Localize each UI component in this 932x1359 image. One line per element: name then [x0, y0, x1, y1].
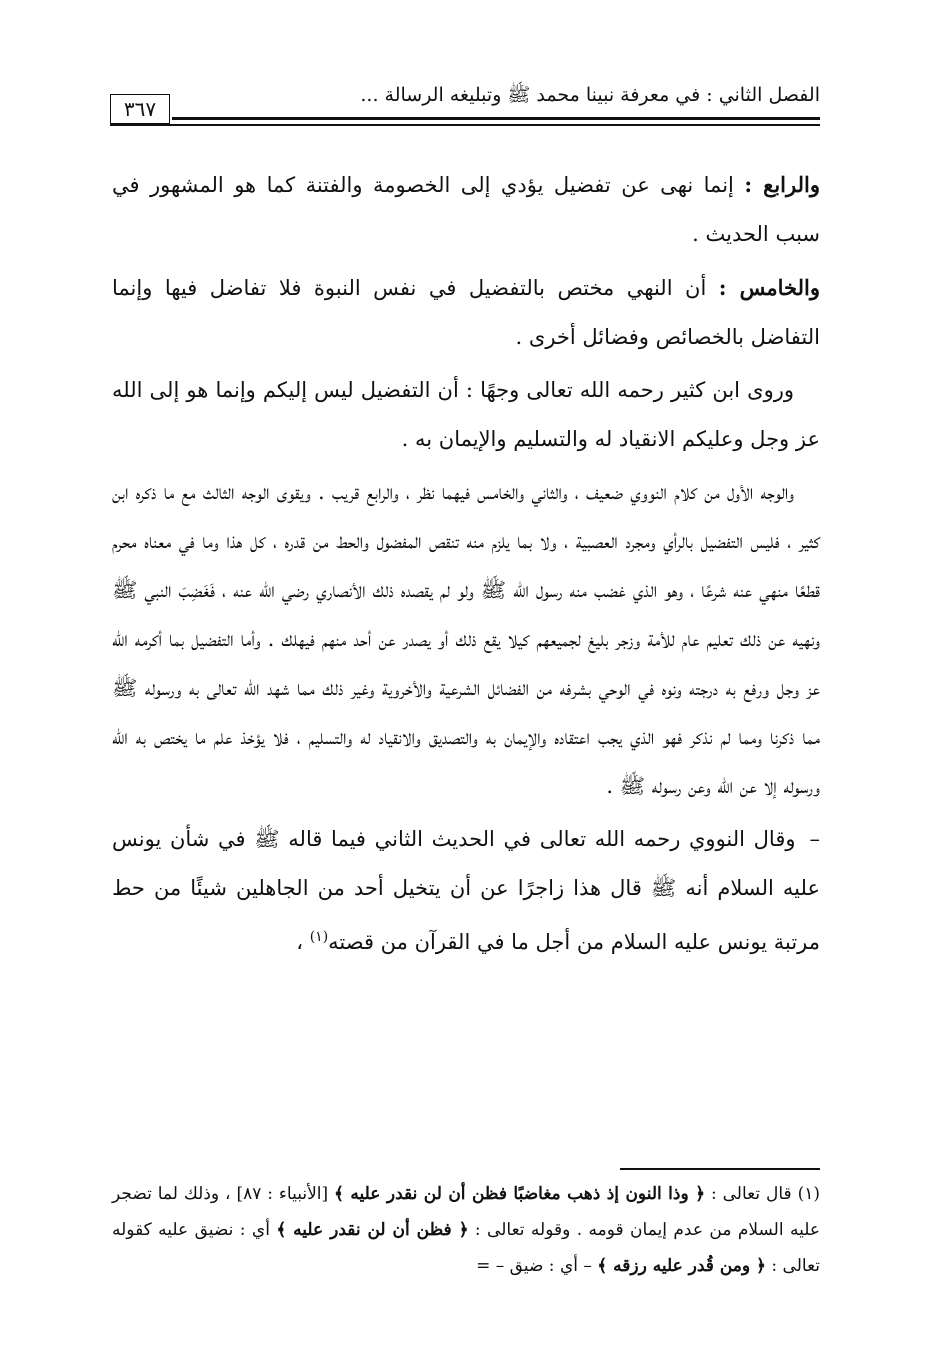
header-rule-thin [110, 124, 820, 126]
main-text [112, 160, 820, 971]
footnote-text: [الأنبياء : ٨٧] ، وذلك لما تضجر عليه السلام من عدم إيمان قومه . وقوله تعالى : [112, 1184, 820, 1240]
footnote-text: – أي : ضيق – = [476, 1256, 598, 1276]
paragraph-discussion: والوجه الأول من كلام النووي ضعيف ، والثاني والخامس فيهما نظر ، والرابع قريب . ويقوى الوجه الثالث مع ما ذكره ابن كثير ، فليس التفضيل بالرأي ومجرد العصبية ، ولا بما يلزم منه تنقص المفضول والحط من قدره ، كل هذا وما في معناه محرم قطعًا منهي عنه شرعًا ، وهو الذي غضب منه رسول الله ﷺ ولو لم يقصده ذلك الأنصاري رضي الله عنه ، فَغَضِبَ النبي ﷺ ونهيه عن ذلك تعليم عام للأمة وزجر بليغ لجميعهم كيلا يقع ذلك أو يصدر عن أحد منهم فيهلك . وأما التفضيل بما أكرمه الله عز وجل ورفع به درجته ونوه في الوحي بشرفه من الفضائل الشرعية والأخروية وغير ذلك مما شهد الله تعالى به ورسوله ﷺ مما ذكرنا ومما لم نذكر فهو الذي يجب اعتقاده والإيمان به والتصديق والانقياد له والتسليم ، فلا يؤخذ علم ما يختص به الله ورسوله إلا عن الله وعن رسوله ﷺ . [112, 480, 820, 798]
footnote-reference[interactable]: (١) [309, 929, 329, 945]
footnote-number: (١) [797, 1184, 821, 1204]
footnote [112, 1176, 820, 1284]
list-dash: – [809, 827, 820, 851]
paragraph-body: أن النهي مختص بالتفضيل في نفس النبوة فلا تفاضل فيها وإنما التفاضل بالخصائص وفضائل أخرى . [112, 276, 820, 349]
footnote-text: قال تعالى : [705, 1184, 798, 1204]
page-number: ٣٦٧ [110, 94, 170, 124]
paragraph-body: إنما نهى عن تفضيل يؤدي إلى الخصومة والفتنة كما هو المشهور في سبب الحديث . [112, 173, 820, 246]
paragraph-lead: والرابع : [744, 172, 820, 197]
paragraph-body: وقال النووي رحمه الله تعالى في الحديث الثاني فيما قاله ﷺ في شأن يونس عليه السلام أنه ﷺ قال هذا زاجرًا عن أن يتخيل أحد من الجاهلين شيئًا من حط مرتبة يونس عليه السلام من أجل ما في القرآن من قصته [112, 827, 820, 954]
footnote-separator [620, 1168, 820, 1170]
paragraph-ibn-kathir: وروى ابن كثير رحمه الله تعالى وجهًا : أن التفضيل ليس إليكم وإنما هو إلى الله عز وجل وعليكم الانقياد له والتسليم والإيمان به . [112, 378, 820, 451]
paragraph-end: ، [296, 930, 310, 954]
chapter-title: الفصل الثاني : في معرفة نبينا محمد ﷺ وتبليغه الرسالة ... [360, 84, 820, 106]
header-rule-thick [172, 117, 820, 120]
quran-quote: ﴿ فظن أن لن نقدر عليه ﴾ [276, 1220, 469, 1240]
paragraph-lead: والخامس : [718, 275, 820, 300]
footnote-text: أي : نضيق عليه كقوله تعالى : [112, 1220, 820, 1276]
quran-quote: ﴿ وذا النون إذ ذهب مغاضبًا فظن أن لن نقدر عليه ﴾ [334, 1184, 706, 1204]
paragraph-nawawi [112, 815, 820, 967]
quran-quote: ﴿ ومن قُدر عليه رزقه ﴾ [597, 1256, 766, 1276]
paragraph-fifth [112, 263, 820, 362]
paragraph-fourth [112, 160, 820, 259]
